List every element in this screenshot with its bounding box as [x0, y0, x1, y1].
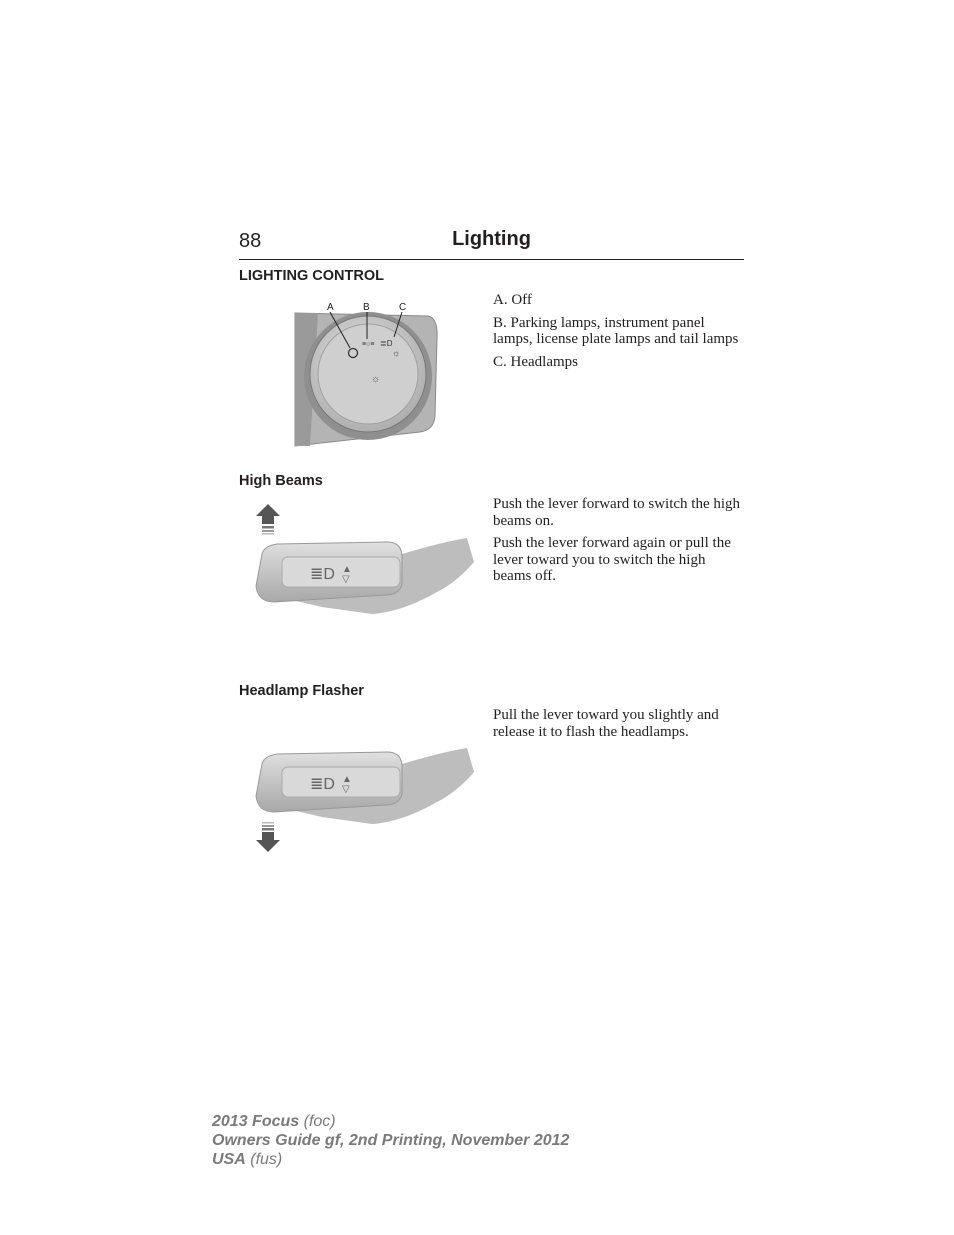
svg-text:▽: ▽ — [342, 574, 350, 585]
section-heading-headlamp-flasher: Headlamp Flasher — [239, 683, 364, 699]
section-heading-high-beams: High Beams — [239, 473, 323, 489]
headlamp-flasher-text — [493, 707, 745, 746]
svg-text:≣D: ≣D — [310, 776, 335, 793]
svg-text:≡○≡: ≡○≡ — [362, 341, 375, 348]
section-heading-lighting-control: LIGHTING CONTROL — [239, 268, 384, 284]
footer-model-line — [212, 1112, 569, 1131]
footer-region-code: (fus) — [250, 1151, 283, 1168]
callout-c: C — [399, 302, 407, 313]
pull-back-arrow-icon — [256, 822, 280, 852]
svg-text:≣D: ≣D — [310, 566, 335, 583]
page-number: 88 — [239, 230, 262, 252]
footer-model: 2013 Focus — [212, 1113, 300, 1130]
page-header — [239, 228, 744, 260]
footer-region-line — [212, 1150, 569, 1169]
svg-text:☼: ☼ — [392, 348, 401, 358]
svg-text:≣D: ≣D — [380, 339, 393, 348]
turn-signal-lever-icon — [252, 712, 477, 862]
list-item-parking-lamps: B. Parking lamps, instrument panel lamps, license plate lamps and tail lamps — [493, 314, 739, 347]
lighting-control-dial-icon — [290, 298, 440, 453]
callout-b: B — [363, 302, 370, 313]
svg-text:▲: ▲ — [342, 774, 352, 785]
high-beams-paragraph-on: Push the lever forward to switch the high beams on. — [493, 496, 741, 529]
callout-a: A — [327, 302, 334, 313]
high-beams-paragraph-off: Push the lever forward again or pull the lever toward you to switch the high beams off. — [493, 535, 731, 584]
turn-signal-lever-icon — [252, 502, 477, 627]
lighting-control-list — [493, 292, 745, 376]
push-forward-arrow-icon — [256, 504, 280, 535]
footer-region: USA — [212, 1151, 246, 1168]
headlamp-flasher-paragraph: Pull the lever toward you slightly and release it to flash the headlamps. — [493, 707, 719, 740]
page-footer — [212, 1112, 569, 1169]
svg-text:☼: ☼ — [371, 374, 381, 385]
page-title: Lighting — [452, 228, 531, 250]
svg-text:▲: ▲ — [342, 564, 352, 575]
footer-model-code: (foc) — [303, 1113, 336, 1130]
high-beams-text — [493, 496, 745, 591]
svg-text:▽: ▽ — [342, 784, 350, 795]
footer-guide: Owners Guide gf, 2nd Printing, November 2012 — [212, 1132, 570, 1149]
list-item-headlamps: C. Headlamps — [493, 353, 578, 370]
list-item-off: A. Off — [493, 292, 532, 308]
